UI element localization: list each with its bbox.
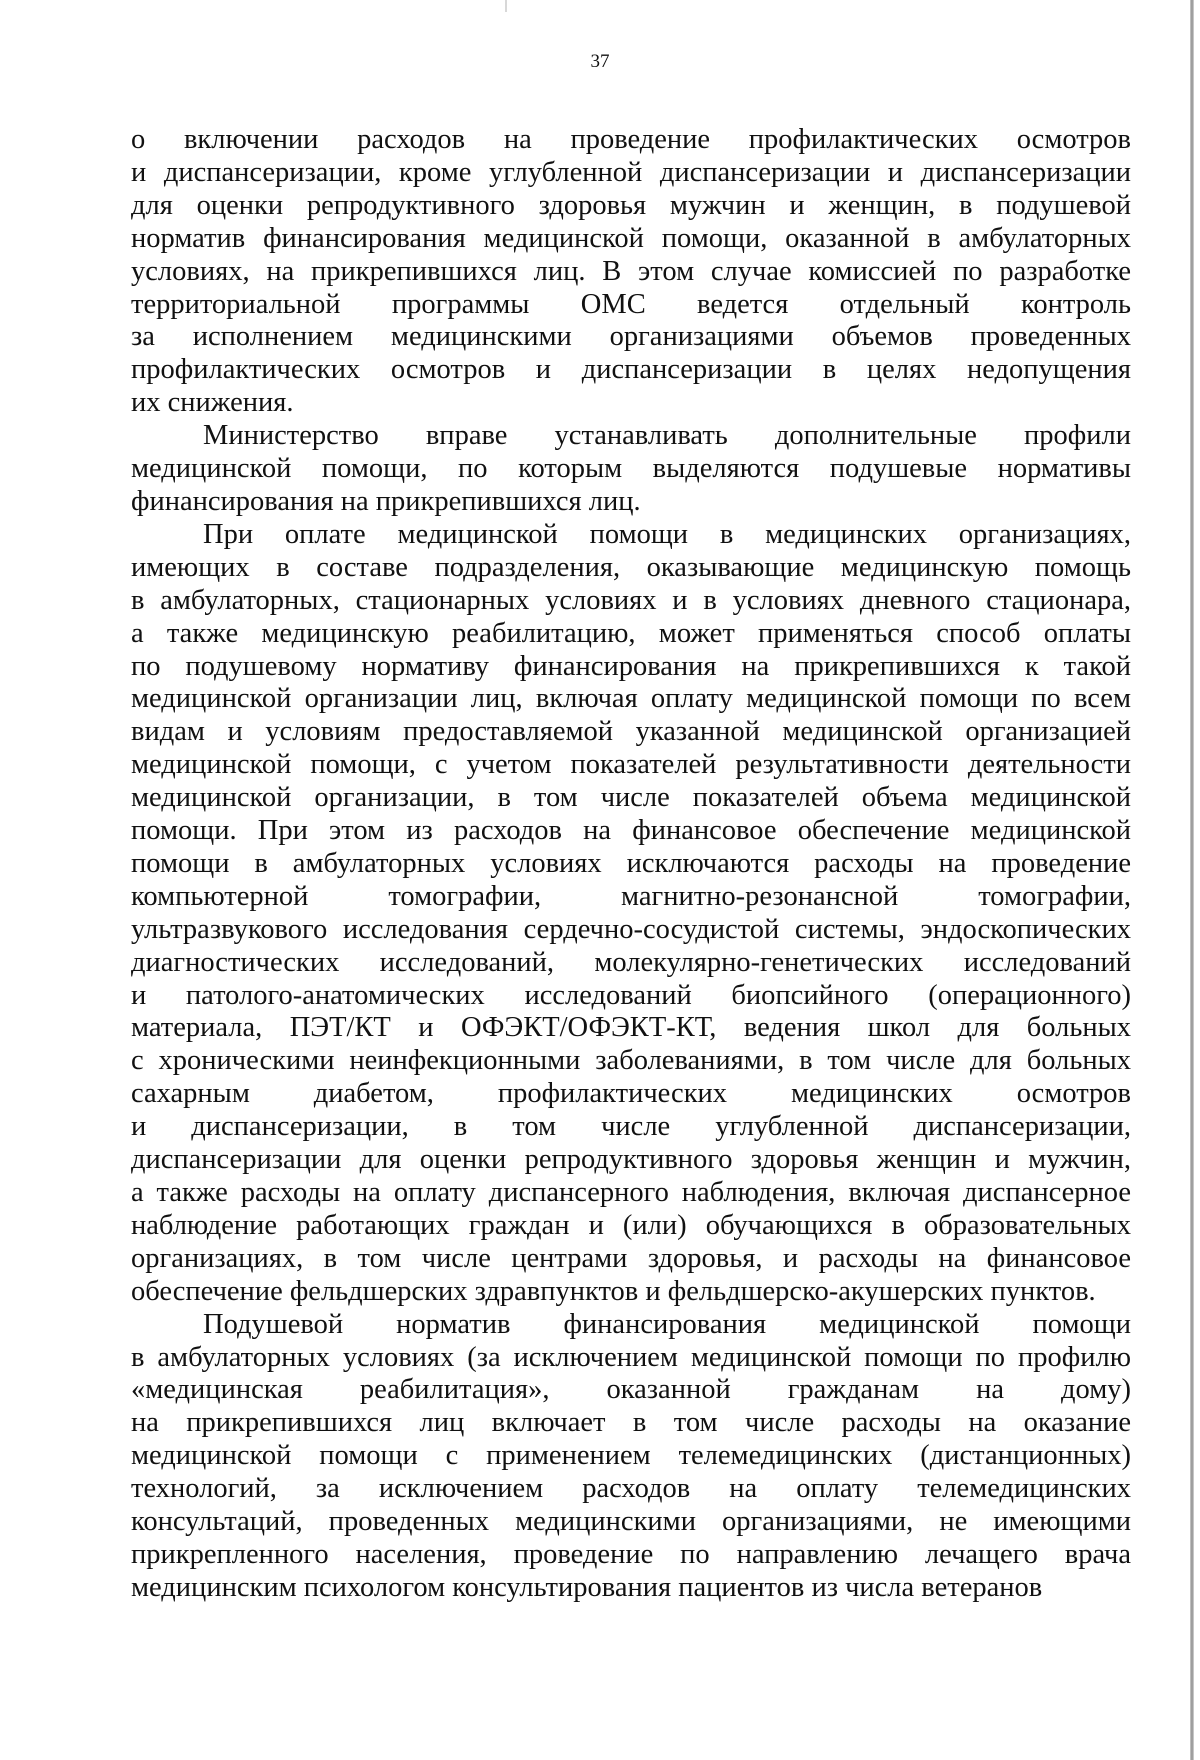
text-line: сахарным диабетом, профилактических медицинских осмотров (131, 1078, 1131, 1110)
text-line: в амбулаторных условиях (за исключением медицинской помощи по профилю (131, 1341, 1131, 1373)
text-line: помощи. При этом из расходов на финансовое обеспечение медицинской (131, 815, 1131, 847)
text-line: профилактических осмотров и диспансеризации в целях недопущения (131, 354, 1131, 386)
text-line: с хроническими неинфекционными заболеваниями, в том числе для больных (131, 1045, 1131, 1077)
text-line: Подушевой норматив финансирования медицинской помощи (203, 1308, 1131, 1340)
text-line: консультаций, проведенных медицинскими организациями, не имеющими (131, 1506, 1131, 1538)
text-line: их снижения. (131, 387, 294, 419)
text-line: При оплате медицинской помощи в медицинских организациях, (203, 518, 1131, 550)
text-line: и патолого-анатомических исследований биопсийного (операционного) (131, 979, 1131, 1011)
scan-edge-shadow (1190, 0, 1194, 1760)
text-line: в амбулаторных, стационарных условиях и в условиях дневного стационара, (131, 584, 1131, 616)
text-line: медицинской помощи, с учетом показателей результативности деятельности (131, 749, 1131, 781)
paragraph (131, 420, 1131, 519)
text-line: финансирования на прикрепившихся лиц. (131, 485, 641, 517)
page-number: 37 (590, 51, 610, 72)
text-line: медицинской помощи, по которым выделяются подушевые нормативы (131, 453, 1131, 485)
text-line: медицинской помощи с применением телемедицинских (дистанционных) (131, 1440, 1131, 1472)
paragraph (131, 1309, 1131, 1605)
text-line: а также расходы на оплату диспансерного наблюдения, включая диспансерное (131, 1177, 1131, 1208)
text-line: компьютерной томографии, магнитно-резонансной томографии, (131, 880, 1131, 912)
text-line: ультразвукового исследования сердечно-сосудистой системы, эндоскопических (131, 913, 1131, 945)
text-line: медицинской организации лиц, включая оплату медицинской помощи по всем (131, 683, 1131, 715)
text-line: обеспечение фельдшерских здравпунктов и фельдшерско-акушерских пунктов. (131, 1275, 1096, 1307)
text-line: и диспансеризации, кроме углубленной диспансеризации и диспансеризации (131, 156, 1131, 188)
text-line: технологий, за исключением расходов на оплату телемедицинских (131, 1473, 1131, 1505)
text-line: помощи в амбулаторных условиях исключаются расходы на проведение (131, 847, 1131, 879)
text-line: о включении расходов на проведение профилактических осмотров (131, 124, 1131, 155)
text-line: имеющих в составе подразделения, оказывающие медицинскую помощь (131, 551, 1131, 583)
text-line: территориальной программы ОМС ведется отдельный контроль (131, 288, 1131, 320)
text-line: по подушевому нормативу финансирования на прикрепившихся к такой (131, 650, 1131, 682)
text-line: на прикрепившихся лиц включает в том числе расходы на оказание (131, 1407, 1131, 1439)
text-line: условиях, на прикрепившихся лиц. В этом случае комиссией по разработке (131, 255, 1131, 287)
paragraph (131, 124, 1131, 420)
text-line: диагностических исследований, молекулярно-генетических исследований (131, 946, 1131, 978)
text-line: за исполнением медицинскими организациями объемов проведенных (131, 321, 1131, 353)
text-line: «медицинская реабилитация», оказанной гражданам на дому) (131, 1374, 1131, 1406)
text-line: медицинским психологом консультирования пациентов из числа ветеранов (131, 1571, 1043, 1603)
document-body (131, 124, 1131, 1605)
scan-artifact-mark (505, 0, 507, 12)
text-line: Министерство вправе устанавливать дополнительные профили (203, 420, 1131, 452)
text-line: норматив финансирования медицинской помощи, оказанной в амбулаторных (131, 222, 1131, 254)
text-line: а также медицинскую реабилитацию, может применяться способ оплаты (131, 617, 1131, 649)
paragraph (131, 519, 1131, 1309)
text-line: медицинской организации, в том числе показателей объема медицинской (131, 782, 1131, 814)
text-line: диспансеризации для оценки репродуктивного здоровья женщин и мужчин, (131, 1144, 1131, 1176)
text-line: прикрепленного населения, проведение по направлению лечащего врача (131, 1538, 1131, 1570)
text-line: материала, ПЭТ/КТ и ОФЭКТ/ОФЭКТ-КТ, ведения школ для больных (131, 1012, 1131, 1044)
text-line: наблюдение работающих граждан и (или) обучающихся в образовательных (131, 1209, 1131, 1241)
text-line: видам и условиям предоставляемой указанной медицинской организацией (131, 716, 1131, 748)
text-line: организациях, в том числе центрами здоровья, и расходы на финансовое (131, 1242, 1131, 1274)
text-line: и диспансеризации, в том числе углубленной диспансеризации, (131, 1111, 1131, 1143)
text-line: для оценки репродуктивного здоровья мужчин и женщин, в подушевой (131, 189, 1131, 221)
